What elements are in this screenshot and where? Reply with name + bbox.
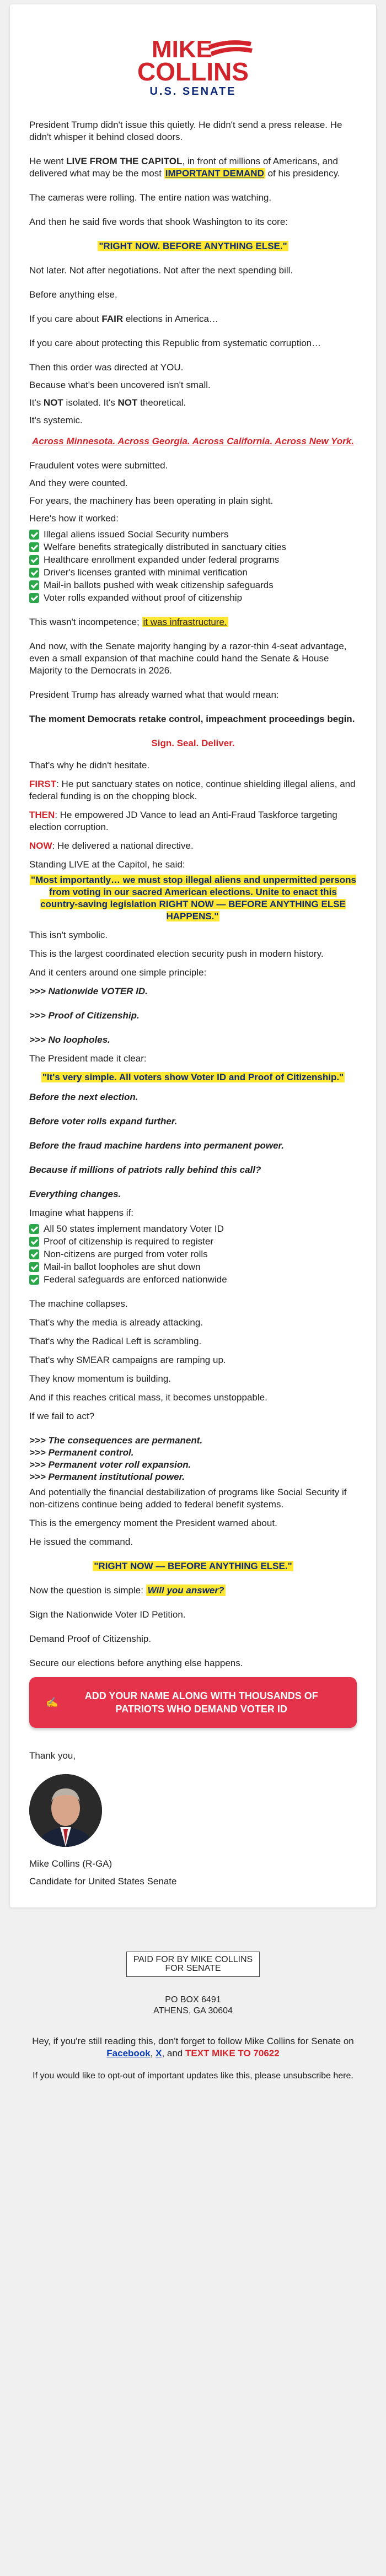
paragraph-33: And if this reaches critical mass, it becomes unstoppable. xyxy=(29,1392,267,1403)
paragraph-32: They know momentum is building. xyxy=(29,1373,171,1384)
paragraph-6: Before anything else. xyxy=(29,289,117,300)
paragraph-27: Imagine what happens if: xyxy=(29,1208,134,1218)
paragraph-26: The President made it clear: xyxy=(29,1053,147,1064)
paragraph-37: He issued the command. xyxy=(29,1537,133,1547)
paragraph-9: Then this order was directed at YOU. xyxy=(29,362,184,373)
list-item-text: Driver's licenses granted with minimal verification xyxy=(44,567,248,578)
paragraph-19: President Trump has already warned what that would mean: xyxy=(29,689,279,700)
consequence-1: >>> The consequences are permanent. xyxy=(29,1435,203,1446)
checkmark-icon xyxy=(29,580,39,590)
list-item-text: Proof of citizenship is required to register xyxy=(44,1236,214,1247)
now-action xyxy=(29,840,357,852)
paragraph-18: And now, with the Senate majority hanging by a razor-thin 4-seat advantage, even a small expansion of that machine could hand the Senate & House Majority to the Democrats in 2026. xyxy=(29,641,347,676)
before-next-election: Before the next election. xyxy=(29,1092,138,1102)
email-card xyxy=(10,4,376,1907)
text-bold: LIVE FROM THE CAPITOL xyxy=(66,156,183,166)
text: of his presidency. xyxy=(265,168,340,179)
list-item xyxy=(29,1273,357,1286)
checkmark-icon xyxy=(29,1249,39,1259)
mailing-address xyxy=(0,1995,386,2017)
paragraph-17 xyxy=(29,616,357,628)
paragraph-10: Because what's been uncovered isn't small. xyxy=(29,380,211,390)
signature-name: Mike Collins (R-GA) xyxy=(29,1858,112,1869)
text: : He put sanctuary states on notice, continue shielding illegal aliens, and federal funding is on the chopping block. xyxy=(29,779,356,801)
paragraph-2 xyxy=(29,155,357,180)
email-page xyxy=(0,4,386,2087)
list-item xyxy=(29,1260,357,1273)
text: : He delivered a national directive. xyxy=(52,840,194,851)
cta-label: ADD YOUR NAME ALONG WITH THOUSANDS OF PATRIOTS WHO DEMAND VOTER ID xyxy=(84,1690,318,1715)
text: isolated. It's xyxy=(63,397,118,408)
quote-highlight: "RIGHT NOW. BEFORE ANYTHING ELSE." xyxy=(99,241,287,251)
checkmark-icon xyxy=(29,555,39,565)
text-bold: FAIR xyxy=(101,314,124,324)
how-it-worked-list xyxy=(29,528,357,604)
list-item-text: Welfare benefits strategically distributed in sanctuary cities xyxy=(44,542,286,552)
facebook-link[interactable]: Facebook xyxy=(106,2048,151,2058)
avatar xyxy=(29,1774,102,1847)
principle-no-loopholes: >>> No loopholes. xyxy=(29,1034,110,1045)
list-item xyxy=(29,579,357,591)
text: Now the question is simple: xyxy=(29,1585,146,1596)
checkmark-icon xyxy=(29,1224,39,1234)
logo-flag-stripes xyxy=(208,40,253,56)
list-item xyxy=(29,1222,357,1235)
paragraph-15: For years, the machinery has been operating in plain sight. xyxy=(29,495,274,506)
checkmark-icon xyxy=(29,542,39,552)
address-line-1: PO BOX 6491 xyxy=(165,1995,221,2004)
address-line-2: ATHENS, GA 30604 xyxy=(153,2006,233,2015)
now-label: NOW xyxy=(29,840,52,851)
text: theoretical. xyxy=(137,397,186,408)
paragraph-4: And then he said five words that shook Washington to its core: xyxy=(29,217,288,227)
impeachment-warning: The moment Democrats retake control, impeachment proceedings begin. xyxy=(29,714,355,724)
principle-voter-id: >>> Nationwide VOTER ID. xyxy=(29,986,148,996)
x-link[interactable]: X xyxy=(156,2048,162,2058)
paragraph-8: If you care about protecting this Republic from systematic corruption… xyxy=(29,338,321,348)
paragraph-24: This is the largest coordinated election security push in modern history. xyxy=(29,949,324,959)
quote-highlight: "It's very simple. All voters show Voter ID and Proof of Citizenship." xyxy=(42,1072,344,1082)
paragraph-1: President Trump didn't issue this quietly. He didn't send a press release. He didn't whisper it behind closed doors. xyxy=(29,120,342,142)
opt-out-line xyxy=(0,2071,386,2082)
list-item xyxy=(29,541,357,553)
consequence-4: >>> Permanent institutional power. xyxy=(29,1472,185,1482)
list-item-text: Non-citizens are purged from voter rolls xyxy=(44,1249,208,1259)
text: , xyxy=(150,2048,156,2058)
checkmark-icon xyxy=(29,1262,39,1272)
writing-hand-icon: ✍ xyxy=(46,1697,58,1708)
campaign-logo xyxy=(29,33,357,98)
paragraph-23: This isn't symbolic. xyxy=(29,930,108,940)
logo-line-collins: COLLINS xyxy=(137,57,249,86)
quote-right-now-2 xyxy=(29,1560,357,1572)
signature-title: Candidate for United States Senate xyxy=(29,1876,177,1887)
consequence-2: >>> Permanent control. xyxy=(29,1447,134,1458)
paragraph-29: That's why the media is already attacking. xyxy=(29,1317,203,1328)
logo-graphic xyxy=(110,33,276,98)
paragraph-14: And they were counted. xyxy=(29,478,128,488)
list-item xyxy=(29,1235,357,1248)
quote-simple xyxy=(29,1071,357,1084)
text: If you care about xyxy=(29,314,102,324)
paragraph-13: Fraudulent votes were submitted. xyxy=(29,460,168,471)
unsubscribe-link[interactable]: unsubscribe here xyxy=(283,2071,351,2081)
list-item xyxy=(29,528,357,541)
thank-you: Thank you, xyxy=(29,1750,76,1761)
text: : He empowered JD Vance to lead an Anti-Fraud Taskforce targeting election corruption. xyxy=(29,810,337,832)
quote-capitol xyxy=(29,874,357,923)
paragraph-11 xyxy=(29,397,357,409)
paragraph-12: It's systemic. xyxy=(29,415,83,425)
paragraph-22: Standing LIVE at the Capitol, he said: xyxy=(29,859,185,870)
checkmark-icon xyxy=(29,1237,39,1247)
paragraph-30: That's why the Radical Left is scrambling. xyxy=(29,1336,202,1346)
sign-seal-deliver: Sign. Seal. Deliver. xyxy=(151,738,235,748)
text: elections in America… xyxy=(123,314,219,324)
text: This wasn't incompetence; xyxy=(29,617,142,627)
text: It's xyxy=(29,397,44,408)
list-item xyxy=(29,553,357,566)
first-action xyxy=(29,778,357,802)
will-you-answer-highlight: Will you answer? xyxy=(146,1585,226,1596)
everything-changes: Everything changes. xyxy=(29,1189,121,1199)
then-action xyxy=(29,809,357,833)
list-item xyxy=(29,591,357,604)
checkmark-icon xyxy=(29,1275,39,1285)
paragraph-35: And potentially the financial destabilization of programs like Social Security if non-citizens continue being added to federal benefit systems. xyxy=(29,1487,347,1510)
paragraph-25: And it centers around one simple principle: xyxy=(29,967,207,978)
checkmark-icon xyxy=(29,593,39,603)
text: , in front of millions of Americans, and delivered what may be the most xyxy=(29,156,338,179)
list-item-text: All 50 states implement mandatory Voter ID xyxy=(44,1224,224,1234)
paid-by-disclaimer: PAID FOR BY MIKE COLLINS FOR SENATE xyxy=(126,1952,260,1977)
paragraph-40: Demand Proof of Citizenship. xyxy=(29,1634,152,1644)
paragraph-28: The machine collapses. xyxy=(29,1298,128,1309)
text: , and xyxy=(162,2048,185,2058)
text-mike-link[interactable]: TEXT MIKE TO 70622 xyxy=(185,2048,280,2058)
paragraph-34: If we fail to act? xyxy=(29,1411,95,1421)
paragraph-36: This is the emergency moment the President warned about. xyxy=(29,1518,277,1528)
quote-highlight: "Most importantly… we must stop illegal aliens and unpermitted persons from voting in our sacred American elections. Unite to enact this country-saving legislation RIGHT NOW — BEFORE ANYTHING ELSE HAPPENS." xyxy=(31,875,356,921)
paragraph-7 xyxy=(29,313,357,325)
imagine-list xyxy=(29,1222,357,1286)
text: If you would like to opt-out of important updates like this, please xyxy=(33,2071,283,2081)
quote-right-now xyxy=(29,240,357,252)
logo-line-mike: MIKE xyxy=(152,36,212,63)
list-item-text: Voter rolls expanded without proof of citizenship xyxy=(44,592,243,603)
principle-citizenship: >>> Proof of Citizenship. xyxy=(29,1010,140,1021)
list-item-text: Mail-in ballot loopholes are shut down xyxy=(44,1262,201,1272)
paragraph-41: Secure our elections before anything else happens. xyxy=(29,1658,243,1668)
paragraph-31: That's why SMEAR campaigns are ramping up. xyxy=(29,1355,226,1365)
email-footer xyxy=(0,1907,386,2087)
logo-line-senate: U.S. SENATE xyxy=(149,85,237,98)
list-item xyxy=(29,1248,357,1260)
text-bold: NOT xyxy=(43,397,63,408)
list-item-text: Mail-in ballots pushed with weak citizenship safeguards xyxy=(44,580,274,590)
list-item-text: Healthcare enrollment expanded under federal programs xyxy=(44,554,280,565)
infrastructure-highlight: it was infrastructure. xyxy=(143,617,227,627)
paragraph-39: Sign the Nationwide Voter ID Petition. xyxy=(29,1609,186,1620)
list-item-text: Illegal aliens issued Social Security numbers xyxy=(44,529,229,540)
text: . xyxy=(351,2071,353,2081)
before-fraud-machine: Before the fraud machine hardens into permanent power. xyxy=(29,1140,284,1151)
checkmark-icon xyxy=(29,568,39,578)
text: He went xyxy=(29,156,67,166)
then-label: THEN xyxy=(29,810,55,820)
states-line xyxy=(29,435,357,448)
if-millions-rally: Because if millions of patriots rally behind this call? xyxy=(29,1165,261,1175)
text-bold: NOT xyxy=(117,397,138,408)
first-label: FIRST xyxy=(29,779,57,789)
candidate-photo xyxy=(29,1774,102,1847)
paragraph-38 xyxy=(29,1585,357,1597)
checkmark-icon xyxy=(29,530,39,540)
paragraph-3: The cameras were rolling. The entire nation was watching. xyxy=(29,192,272,203)
text: Hey, if you're still reading this, don't forget to follow Mike Collins for Senate on xyxy=(32,2036,354,2046)
paragraph-16: Here's how it worked: xyxy=(29,513,119,524)
follow-line xyxy=(11,2035,375,2060)
list-item-text: Federal safeguards are enforced nationwide xyxy=(44,1274,227,1285)
paragraph-21: That's why he didn't hesitate. xyxy=(29,760,150,770)
before-voter-rolls: Before voter rolls expand further. xyxy=(29,1116,178,1127)
important-demand-highlight: IMPORTANT DEMAND xyxy=(165,168,264,179)
add-name-button[interactable] xyxy=(29,1677,357,1728)
list-item xyxy=(29,566,357,579)
states-list: Across Minnesota. Across Georgia. Across California. Across New York. xyxy=(32,436,354,446)
consequence-3: >>> Permanent voter roll expansion. xyxy=(29,1459,191,1470)
paragraph-5: Not later. Not after negotiations. Not after the next spending bill. xyxy=(29,265,293,276)
quote-highlight: "RIGHT NOW — BEFORE ANYTHING ELSE." xyxy=(94,1561,292,1571)
